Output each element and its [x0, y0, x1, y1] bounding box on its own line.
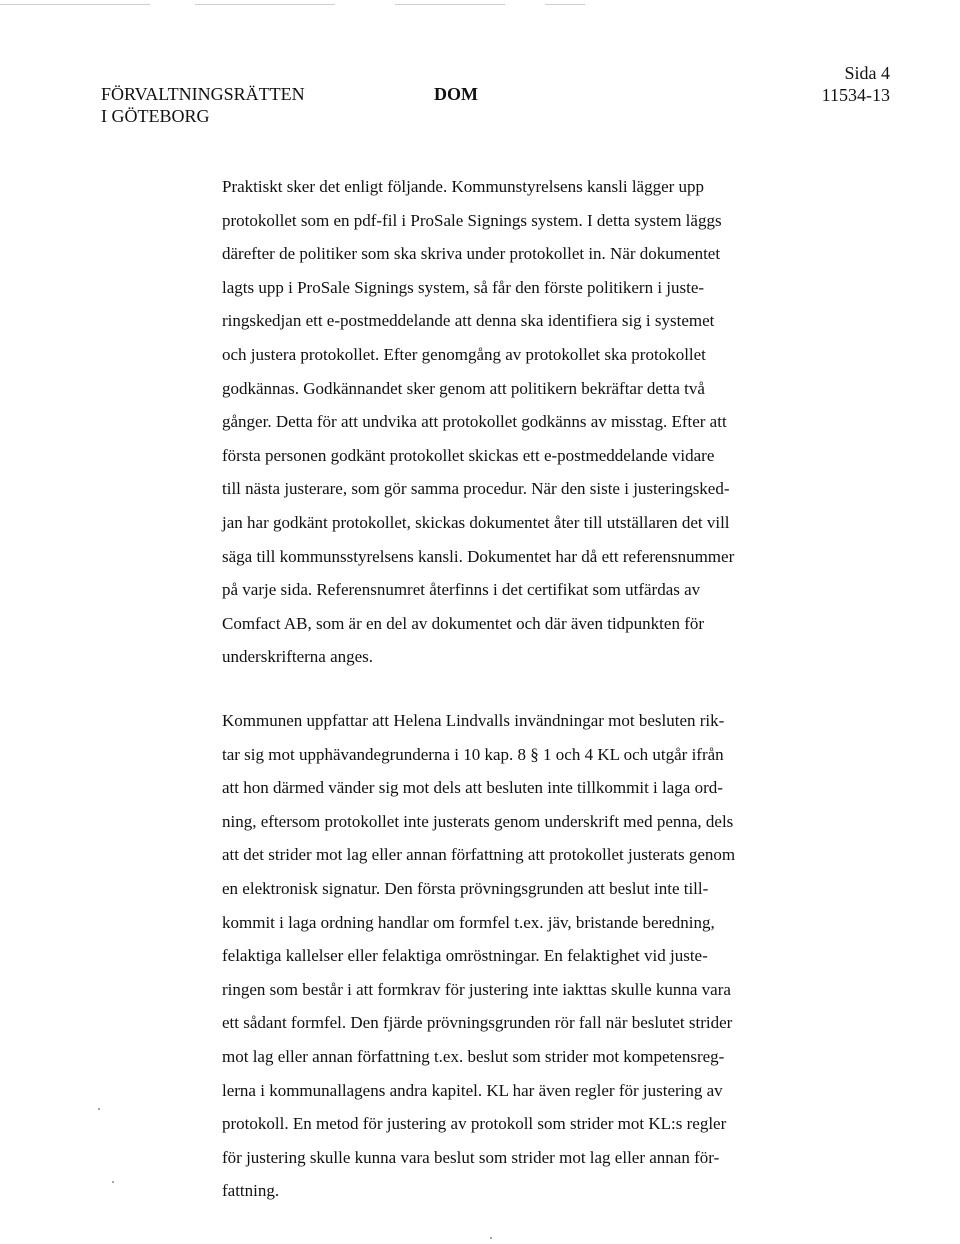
text-line: att hon därmed vänder sig mot dels att besluten inte tillkommit i laga ord-: [222, 778, 723, 798]
text-line: ning, eftersom protokollet inte justerats genom underskrift med penna, dels: [222, 811, 734, 831]
scan-edge-line: [195, 4, 335, 5]
court-name: [101, 83, 305, 127]
text-line: därefter de politiker som ska skriva under protokollet in. När dokumentet: [222, 244, 721, 264]
text-line: godkännas. Godkännandet sker genom att politikern bekräftar detta två: [222, 378, 705, 398]
text-line: att det strider mot lag eller annan författning att protokollet justerats genom: [222, 845, 736, 865]
document-type: DOM: [434, 84, 478, 104]
text-line: fattning.: [222, 1181, 280, 1201]
text-line: felaktiga kallelser eller felaktiga omröstningar. En felaktighet vid juste-: [222, 946, 708, 966]
case-number: 11534-13: [821, 85, 890, 105]
page-number: Sida 4: [844, 63, 890, 83]
court-name-line2: I GÖTEBORG: [101, 106, 210, 126]
court-name-line1: FÖRVALTNINGSRÄTTEN: [101, 84, 305, 104]
text-line: ett sådant formfel. Den fjärde prövningsgrunden rör fall när beslutet strider: [222, 1013, 733, 1033]
text-line: gånger. Detta för att undvika att protokollet godkänns av misstag. Efter att: [222, 412, 727, 432]
scan-edge-line: [0, 4, 150, 5]
text-line: Praktiskt sker det enligt följande. Kommunstyrelsens kansli lägger upp: [222, 177, 705, 196]
text-line: ringen som består i att formkrav för justering inte iakttas skulle kunna vara: [222, 979, 731, 999]
text-line: lagts upp i ProSale Signings system, så får den förste politikern i juste-: [222, 277, 705, 297]
text-line: protokoll. En metod för justering av protokoll som strider mot KL:s regler: [222, 1114, 727, 1134]
text-line: kommit i laga ordning handlar om formfel t.ex. jäv, bristande beredning,: [222, 912, 715, 932]
text-line: första personen godkänt protokollet skickas ett e-postmeddelande vidare: [222, 445, 715, 465]
text-line: Kommunen uppfattar att Helena Lindvalls invändningar mot besluten rik-: [222, 711, 725, 730]
text-line: ringskedjan ett e-postmeddelande att denna ska identifiera sig i systemet: [222, 311, 715, 331]
text-line: till nästa justerare, som gör samma procedur. När den siste i justeringsked-: [222, 479, 730, 499]
text-line: på varje sida. Referensnumret återfinns i det certifikat som utfärdas av: [222, 580, 701, 600]
scan-speck: [112, 1181, 114, 1183]
paragraph: [222, 704, 804, 1208]
text-line: en elektronisk signatur. Den första prövningsgrunden att beslut inte till-: [222, 878, 709, 898]
scan-edge-line: [395, 4, 505, 5]
text-line: mot lag eller annan författning t.ex. beslut som strider mot kompetensreg-: [222, 1046, 725, 1066]
text-line: underskrifterna anges.: [222, 647, 374, 667]
paragraph: [222, 170, 804, 674]
text-line: jan har godkänt protokollet, skickas dokumentet åter till utställaren det vill: [222, 512, 730, 532]
scan-speck: [490, 1237, 492, 1239]
text-line: säga till kommunsstyrelsens kansli. Dokumentet har då ett referensnummer: [222, 546, 735, 566]
text-line: tar sig mot upphävandegrunderna i 10 kap. 8 § 1 och 4 KL och utgår ifrån: [222, 744, 724, 764]
text-line: och justera protokollet. Efter genomgång av protokollet ska protokollet: [222, 344, 706, 364]
scan-speck: [98, 1108, 100, 1110]
text-line: Comfact AB, som är en del av dokumentet och där även tidpunkten för: [222, 613, 705, 633]
scan-edge-line: [545, 4, 585, 5]
text-line: lerna i kommunallagens andra kapitel. KL har även regler för justering av: [222, 1080, 723, 1100]
text-line: för justering skulle kunna vara beslut som strider mot lag eller annan för-: [222, 1147, 720, 1167]
page-reference: [822, 62, 890, 106]
text-line: protokollet som en pdf-fil i ProSale Signings system. I detta system läggs: [222, 210, 722, 230]
